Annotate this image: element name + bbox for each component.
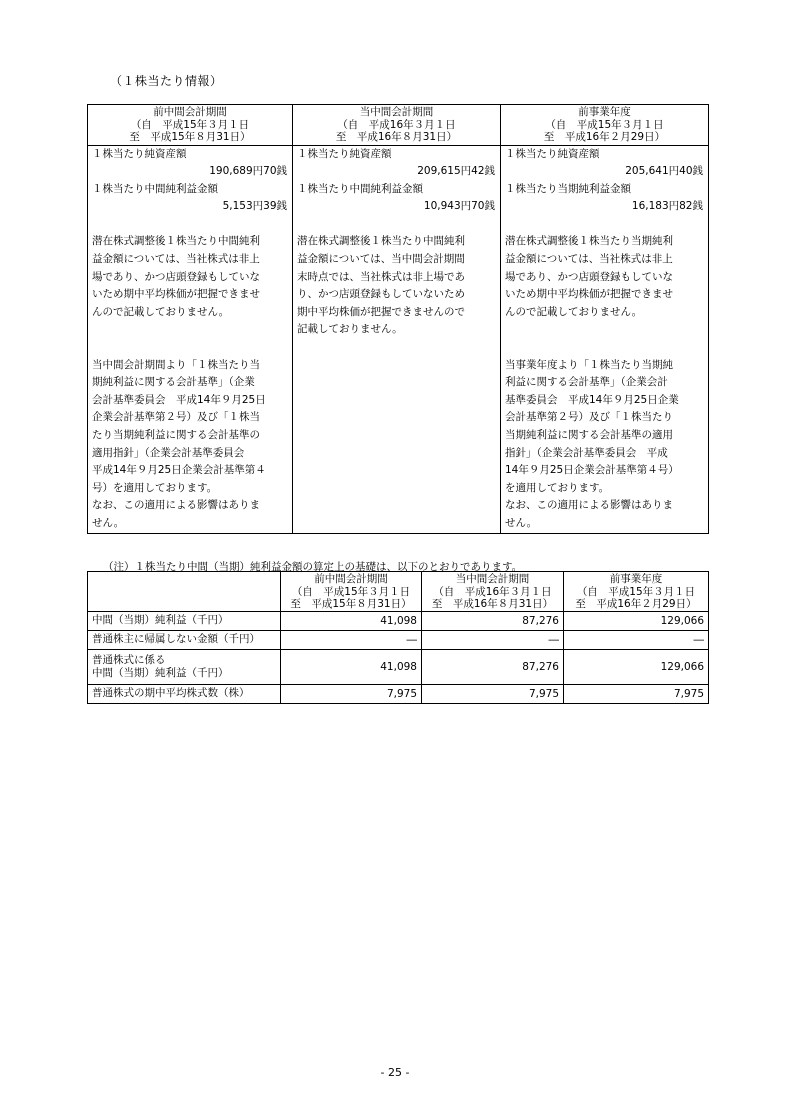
net-income-value: 5,153円39銭 [222, 200, 287, 213]
row-label: 普通株式に係る 中間（当期）純利益（千円） [88, 649, 281, 684]
header-period-to: 至 平成16年８月31日） [335, 131, 458, 143]
value-current-interim: ― [422, 630, 564, 649]
value-prev-fiscal-year: 7,975 [564, 684, 709, 703]
value-prev-interim: 41,098 [281, 649, 422, 684]
table2-header-current-interim: 当中間会計期間 （自 平成16年３月１日 至 平成16年８月31日） [422, 572, 564, 612]
header-period-from: （自 平成16年３月１日 [337, 118, 456, 131]
standard-note: 当事業年度より「１株当たり当期純 利益に関する会計基準」（企業会計 基準委員会 平成14年９月25日企業 会計基準第２号）及び「１株当たり 当期純利益に関する会計基準の適用 指針」（企業会計基準委員会 平成 14年９月25日企業会計基準第４号） を適用しております。 なお、この適用による影響はありま せん。 [505, 358, 679, 529]
table1-header-prev-interim [88, 105, 293, 146]
nav-label: １株当たり純資産額 [505, 147, 600, 160]
net-income-value: 16,183円82銭 [631, 200, 703, 213]
diluted-note: 潜在株式調整後１株当たり当期純利 益金額については、当社株式は非上 場であり、かつ店頭登録もしていな いため期中平均株価が把握できませ んので記載しておりません。 [505, 235, 673, 318]
net-income-label: １株当たり中間純利益金額 [297, 182, 423, 195]
per-share-info-table [87, 104, 709, 534]
net-income-label: １株当たり当期純利益金額 [505, 182, 631, 195]
row-label: 普通株主に帰属しない金額（千円） [88, 630, 281, 649]
row-label: 中間（当期）純利益（千円） [88, 611, 281, 630]
table-row [88, 611, 709, 630]
page-number: - 25 - [380, 1066, 410, 1079]
table-row [88, 630, 709, 649]
header-period-from: （自 平成15年３月１日 [130, 118, 250, 131]
diluted-note: 潜在株式調整後１株当たり中間純利 益金額については、当中間会計期間 末時点では、当社株式は非上場であ り、かつ店頭登録もしていないため 期中平均株価が把握できませんので 記載しておりません。 [297, 235, 465, 336]
value-prev-interim: ― [281, 630, 422, 649]
nav-value: 190,689円70銭 [209, 165, 287, 178]
value-prev-fiscal-year: ― [564, 630, 709, 649]
net-income-basis-table [87, 571, 709, 704]
standard-note: 当中間会計期間より「１株当たり当 期純利益に関する会計基準」（企業 会計基準委員会 平成14年９月25日 企業会計基準第２号）及び「１株当 たり当期純利益に関する会計基準の 適用指針」（企業会計基準委員会 平成14年９月25日企業会計基準第４ 号）を適用しております。 なお、この適用による影響はありま せん。 [92, 358, 266, 529]
table-row [88, 649, 709, 684]
header-period-from: （自 平成15年３月１日 [545, 118, 664, 131]
table1-cell-prev-fiscal-year [501, 145, 709, 533]
nav-label: １株当たり純資産額 [297, 147, 392, 160]
note-title: （注）１株当たり中間（当期）純利益金額の算定上の基礎は、以下のとおりであります。 [103, 561, 523, 573]
table1-body-row [88, 145, 709, 533]
table2-header-row [88, 572, 709, 612]
value-current-interim: 87,276 [422, 611, 564, 630]
value-current-interim: 87,276 [422, 649, 564, 684]
value-prev-fiscal-year: 129,066 [564, 611, 709, 630]
table1-cell-prev-interim [88, 145, 293, 533]
header-title: 当中間会計期間 [359, 106, 434, 118]
table2-header-blank [88, 572, 281, 612]
table1-header-current-interim [293, 105, 501, 146]
table-row [88, 684, 709, 703]
nav-value: 205,641円40銭 [625, 165, 703, 178]
header-title: 前事業年度 [578, 106, 631, 118]
nav-label: １株当たり純資産額 [92, 147, 187, 160]
section-title: （１株当たり情報） [110, 74, 223, 88]
net-income-label: １株当たり中間純利益金額 [92, 182, 218, 195]
header-period-to: 至 平成16年２月29日） [543, 131, 666, 143]
table2-header-prev-interim: 前中間会計期間 （自 平成15年３月１日 至 平成15年８月31日） [281, 572, 422, 612]
nav-value: 209,615円42銭 [417, 165, 495, 178]
value-current-interim: 7,975 [422, 684, 564, 703]
table2-header-prev-fiscal-year: 前事業年度 （自 平成15年３月１日 至 平成16年２月29日） [564, 572, 709, 612]
row-label: 普通株式の期中平均株式数（株） [88, 684, 281, 703]
value-prev-fiscal-year: 129,066 [564, 649, 709, 684]
header-title: 前中間会計期間 [153, 106, 227, 118]
value-prev-interim: 7,975 [281, 684, 422, 703]
diluted-note: 潜在株式調整後１株当たり中間純利 益金額については、当社株式は非上 場であり、かつ店頭登録もしていな いため期中平均株価が把握できませ んので記載しておりません。 [92, 235, 260, 318]
table1-header-prev-fiscal-year [501, 105, 709, 146]
net-income-value: 10,943円70銭 [423, 200, 495, 213]
table1-header-row [88, 105, 709, 146]
header-period-to: 至 平成15年８月31日） [129, 131, 251, 143]
value-prev-interim: 41,098 [281, 611, 422, 630]
table1-cell-current-interim [293, 145, 501, 533]
